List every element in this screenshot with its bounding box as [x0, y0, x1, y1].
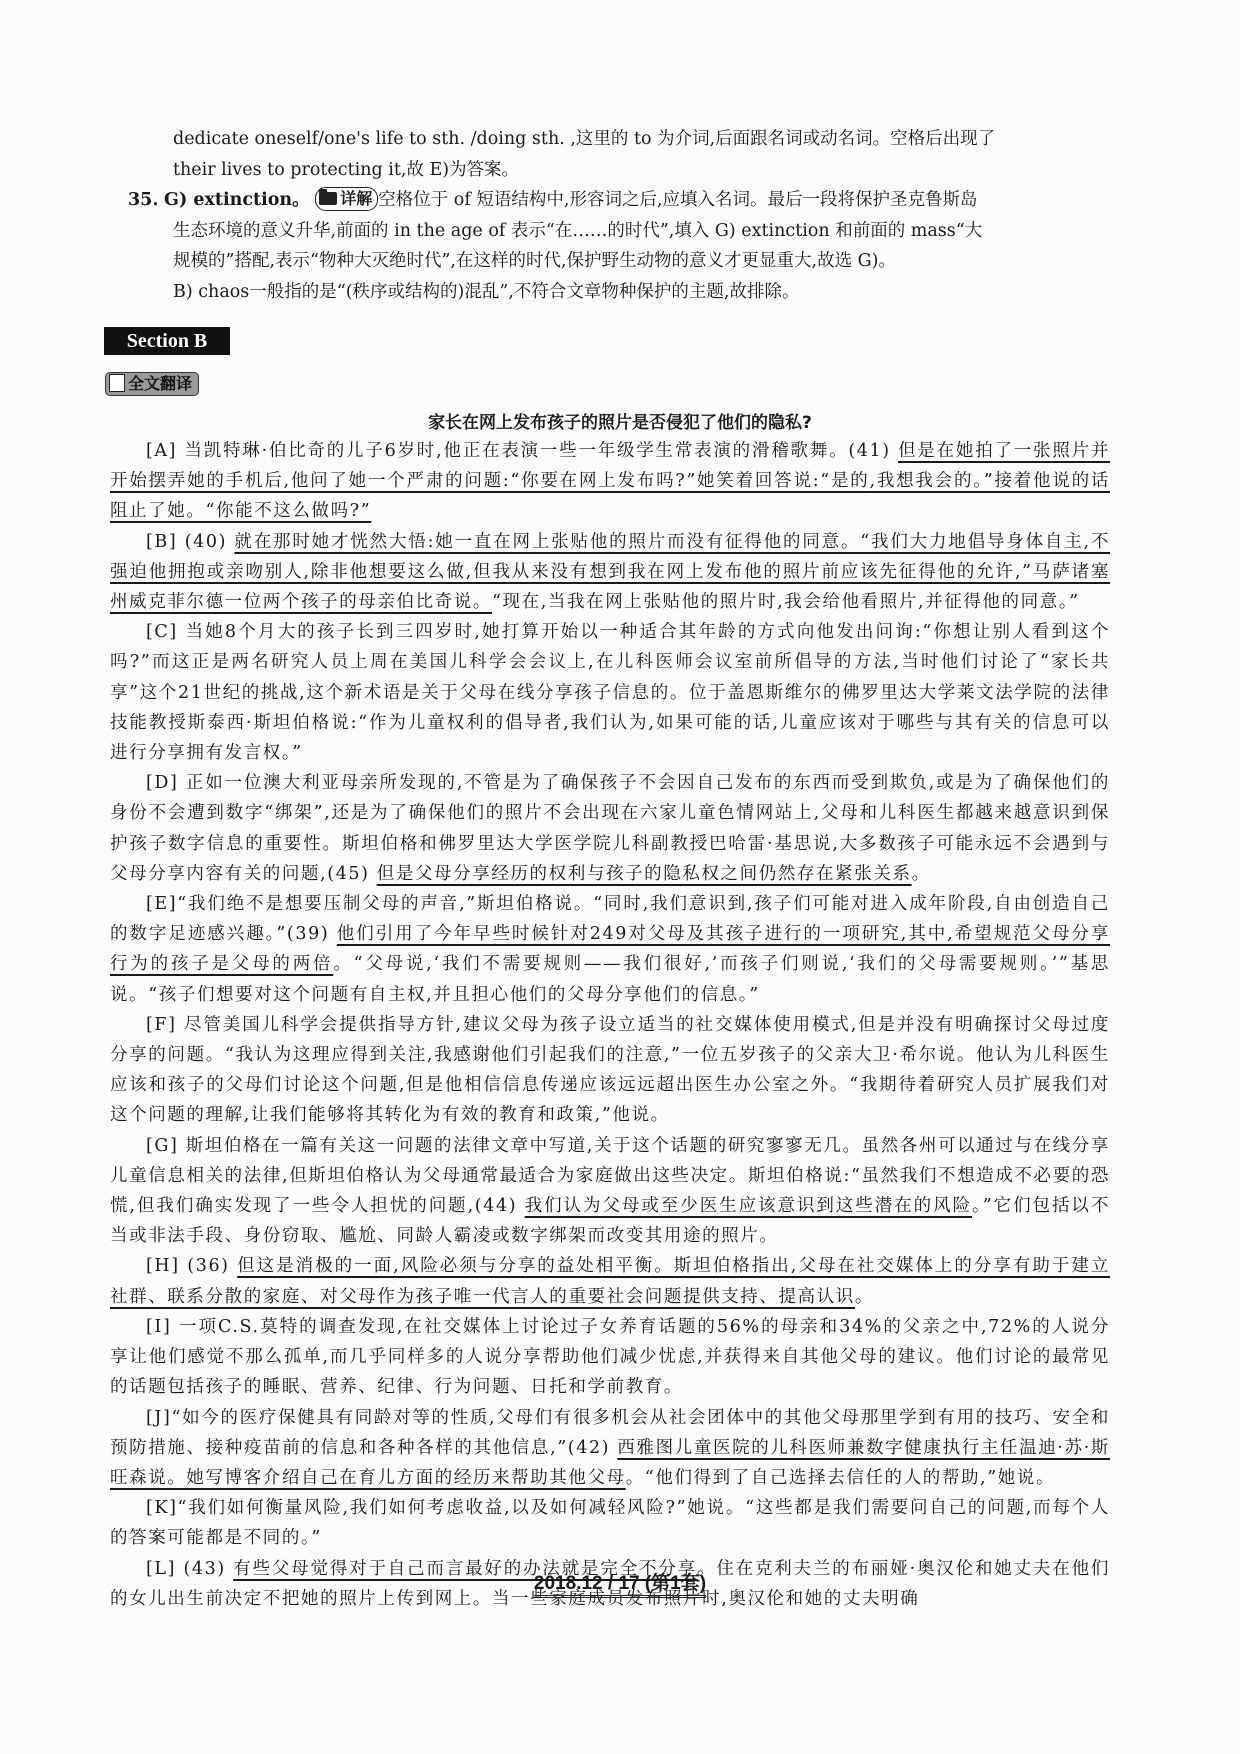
- checkbox-icon: [109, 374, 125, 392]
- paragraph-j: [110, 1403, 1110, 1494]
- translation-badge: [105, 372, 199, 396]
- text: [A] 当凯特琳·伯比奇的儿子6岁时,他正在表演一些一年级学生常表演的滑稽歌舞。(41): [146, 441, 899, 461]
- text: 。”它们包括以不当或非法手段、身份窃取、尴尬、同龄人霸凌或数字绑架而改变其用途的照片。: [110, 1196, 1110, 1247]
- explanation-line: dedicate oneself/one's life to sth. /doing sth. ,这里的 to 为介词,后面跟名词或动名词。空格后出现了: [173, 129, 996, 149]
- question-number: 35.: [128, 190, 159, 210]
- underlined-text: 但是父母分享经历的权利与孩子的隐私权之间仍然存在紧张关系: [376, 863, 912, 884]
- answer-explanations: [128, 124, 1118, 307]
- text: 。“他们得到了自己选择去信任的人的帮助,”她说。: [625, 1467, 1056, 1488]
- explanation-line: B) chaos一般指的是“(秩序或结构的)混乱”,不符合文章物种保护的主题,故排除。: [173, 281, 800, 302]
- text: [J]“如今的医疗保健具有同龄对等的性质,父母们有很多机会从社会团体中的其他父母那里学到有用的技巧、安全和预防措施、接种疫苗前的信息和各种各样的其他信息,”(42): [110, 1407, 1110, 1458]
- page-footer: [0, 1568, 1240, 1595]
- paragraph-h: [110, 1251, 1110, 1311]
- paragraph-e: [110, 889, 1110, 1010]
- underlined-text: 但这是消极的一面,风险必须与分享的益处相平衡。斯坦伯格指出,父母在社交媒体上的分享有助于建立社群、联系分散的家庭、对父母作为孩子唯一代言人的重要社会问题提供支持、提高认识: [110, 1256, 1110, 1307]
- text: [K]“我们如何衡量风险,我们如何考虑收益,以及如何减轻风险?”她说。“这些都是我们需要问自己的问题,而每个人的答案可能都是不同的。”: [110, 1498, 1110, 1549]
- underlined-text: 但是在她拍了一张照片并开始摆弄她的手机后,他问了她一个严肃的问题:“你要在网上发布吗?”她笑着回答说:“是的,我想我会的。”接着他说的话阻止了她。“你能不这么做吗?”: [110, 441, 1110, 522]
- text: 。: [911, 863, 931, 884]
- section-heading: Section B: [104, 327, 230, 355]
- explanation-line: 生态环境的意义升华,前面的 in the age of 表示“在……的时代”,填入 G) extinction 和前面的 mass“大: [173, 220, 983, 241]
- paragraph-a: [110, 436, 1110, 527]
- paragraph-f: [110, 1010, 1110, 1131]
- text: [H] (36): [146, 1256, 238, 1277]
- text: 。“父母说,‘我们不需要规则——我们很好,’而孩子们则说,‘我们的父母需要规则。’”基思说。“孩子们想要对这个问题有自主权,并且担心他们的父母分享他们的信息。”: [110, 954, 1110, 1005]
- explanation-line: 规模的”搭配,表示“物种大灭绝时代”,在这样的时代,保护野生动物的意义才更显重大,故选 G)。: [173, 251, 896, 271]
- answer-choice: G) extinction。: [164, 190, 310, 210]
- detail-badge: [315, 187, 378, 211]
- text: 。: [854, 1286, 875, 1307]
- text: [E]“我们绝不是想要压制父母的声音,”斯坦伯格说。“同时,我们意识到,孩子们可能对进入成年阶段,自由创造自己的数字足迹感兴趣。”(39): [110, 894, 1110, 945]
- paragraph-g: [110, 1131, 1110, 1252]
- article-title: 家长在网上发布孩子的照片是否侵犯了他们的隐私?: [428, 413, 812, 433]
- text: [I] 一项C.S.莫特的调查发现,在社交媒体上讨论过子女养育话题的56%的母亲和34%的父亲之中,72%的人说分享让他们感觉不那么孤单,而几乎同样多的人说分享帮助他们减少忧虑,并获得来自其他父母的建议。他们讨论的最常见的话题包括孩子的睡眠、营养、纪律、行为问题、日托和学前教育。: [110, 1316, 1110, 1398]
- text: 。住在克利夫兰的布丽娅·奥汉伦和她丈夫在他们的女儿出生前决定不把她的照片上传到网上。当一些家庭成员发布照片时,奥汉伦和她的丈夫明确: [110, 1558, 1110, 1609]
- article-body: [110, 436, 1110, 1614]
- translation-label: 全文翻译: [128, 374, 193, 393]
- paragraph-k: [110, 1493, 1110, 1553]
- underlined-text: 就在那时她才恍然大悟:她一直在网上张贴他的照片而没有征得他的同意。“我们大力地倡导身体自主,不强迫他拥抱或亲吻别人,除非他想要这么做,但我从来没有想到我在网上发布他的照片前应该先征得他的允许,”马萨诸塞州威克菲尔德一位两个孩子的母亲伯比奇说。: [110, 531, 1110, 613]
- detail-label: 详解: [340, 189, 373, 208]
- text: [L] (43): [146, 1558, 234, 1579]
- paragraph-d: [110, 768, 1110, 889]
- underlined-text: 有些父母觉得对于自己而言最好的办法就是完全不分享: [233, 1558, 697, 1579]
- folder-icon: [319, 192, 337, 205]
- paragraph-i: [110, 1312, 1110, 1403]
- text: “现在,当我在网上张贴他的照片时,我会给他看照片,并征得他的同意。”: [492, 592, 1080, 613]
- text: [C] 当她8个月大的孩子长到三四岁时,她打算开始以一种适合其年龄的方式向他发出问询:“你想让别人看到这个吗?”而这正是两名研究人员上周在美国儿科学会会议上,在儿科医师会议室前所倡导的方法,当时他们讨论了“家长共享”这个21世纪的挑战,这个新术语是关于父母在线分享孩子信息的。位于盖恩斯维尔的佛罗里达大学莱文法学院的法律技能教授斯泰西·斯坦伯格说:“作为儿童权利的倡导者,我们认为,如果可能的话,儿童应该对于哪些与其有关的信息可以进行分享拥有发言权。”: [110, 622, 1110, 764]
- text: [D] 正如一位澳大利亚母亲所发现的,不管是为了确保孩子不会因自己发布的东西而受到欺负,或是为了确保他们的身份不会遭到数字“绑架”,还是为了确保他们的照片不会出现在六家儿童色情网站上,父母和儿科医生都越来越意识到保护孩子数字信息的重要性。斯坦伯格和佛罗里达大学医学院儿科副教授巴哈雷·基思说,大多数孩子可能永远不会遇到与父母分享内容有关的问题,(45): [110, 773, 1110, 884]
- explanation-text: 空格位于 of 短语结构中,形容词之后,应填入名词。最后一段将保护圣克鲁斯岛: [378, 190, 978, 210]
- text: [F] 尽管美国儿科学会提供指导方针,建议父母为孩子设立适当的社交媒体使用模式,但是并没有明确探讨父母过度分享的问题。“我认为这理应得到关注,我感谢他们引起我们的注意,”一位五岁孩子的父亲大卫·希尔说。他认为儿科医生应该和孩子的父母们讨论这个问题,但是他相信信息传递应该远远超出医生办公室之外。“我期待着研究人员扩展我们对这个问题的理解,让我们能够将其转化为有效的教育和政策,”他说。: [110, 1014, 1110, 1126]
- issue-label: 2018.12 / 17 (第1套): [534, 1573, 706, 1598]
- question-35: [128, 185, 1118, 216]
- paragraph-c: [110, 617, 1110, 768]
- underlined-text: 他们引用了今年早些时候针对249对父母及其孩子进行的一项研究,其中,希望规范父母分享行为的孩子是父母的两倍: [110, 924, 1110, 975]
- underlined-text: 西雅图儿童医院的儿科医师兼数字健康执行主任温迪·苏·斯旺森说。她写博客介绍自己在育儿方面的经历来帮助其他父母: [110, 1437, 1110, 1488]
- explanation-line: their lives to protecting it,故 E)为答案。: [173, 159, 520, 180]
- paragraph-b: [110, 527, 1110, 618]
- text: [B] (40): [146, 531, 235, 552]
- text: [G] 斯坦伯格在一篇有关这一问题的法律文章中写道,关于这个话题的研究寥寥无几。虽然各州可以通过与在线分享儿童信息相关的法律,但斯坦伯格认为父母通常最适合为家庭做出这些决定。斯坦伯格说:“虽然我们不想造成不必要的恐慌,但我们确实发现了一些令人担忧的问题,(44): [110, 1135, 1110, 1217]
- underlined-text: 我们认为父母或至少医生应该意识到这些潜在的风险: [524, 1196, 973, 1217]
